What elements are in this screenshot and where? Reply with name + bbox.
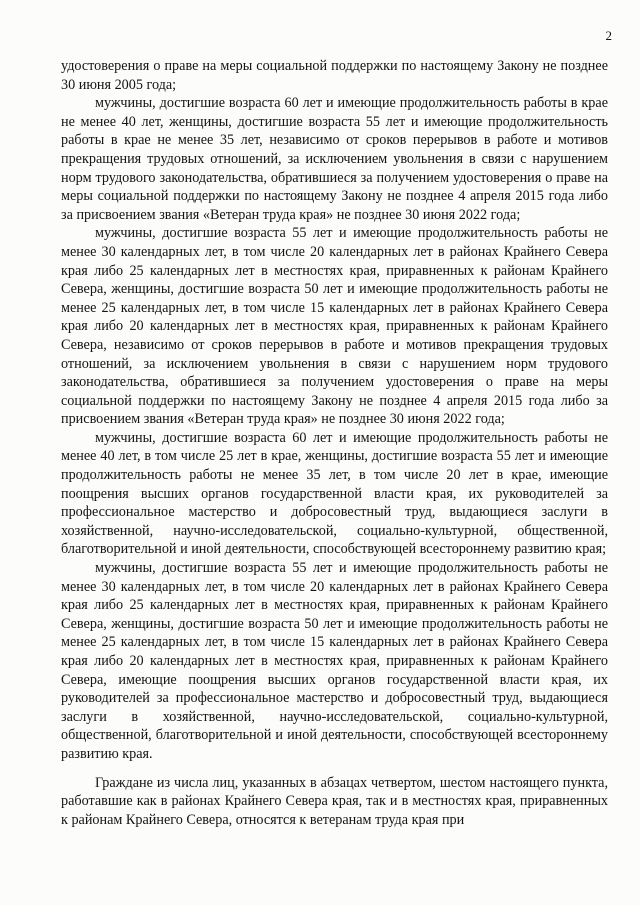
- paragraph-awards-men-55-women-50-north: мужчины, достигшие возраста 55 лет и имеющие продолжительность работы не менее 30 календарных лет, в том числе 20 календарных лет в районах Крайнего Севера края либо 25 календарных лет в местностях края, приравненных к районам Крайнего Севера, женщины, достигшие возраста 50 лет и имеющие продолжительность работы не менее 25 календарных лет, в том числе 15 календарных лет в районах Крайнего Севера края либо 20 календарных лет в местностях края, приравненных к районам Крайнего Севера, имеющие поощрения высших органов государственной власти края, их руководителей за профессиональное мастерство и добросовестный труд, выдающиеся заслуги в хозяйственной, научно-исследовательской, социально-культурной, общественной, благотворительной и иной деятельности, способствующей всестороннему развитию края.: [61, 560, 608, 762]
- paragraph-citizens-north-and-equated: Граждане из числа лиц, указанных в абзацах четвертом, шестом настоящего пункта, работавшие как в районах Крайнего Севера края, так и в местностях края, приравненных к районам Крайнего Севера, относятся к ветеранам труда края при: [61, 774, 608, 828]
- paragraph-awards-men-60-women-55: мужчины, достигшие возраста 60 лет и имеющие продолжительность работы не менее 40 лет, в том числе 25 лет в крае, женщины, достигшие возраста 55 лет и имеющие продолжительность работы не менее 35 лет, в том числе 20 лет в крае, имеющие поощрения высших органов государственной власти края, их руководителей за профессиональное мастерство и добросовестный труд, выдающиеся заслуги в хозяйственной, научно-исследовательской, социально-культурной, общественной, благотворительной и иной деятельности, способствующей всестороннему развитию края;: [61, 429, 608, 558]
- page-number: 2: [605, 28, 612, 43]
- paragraph-men-55-women-50-north: мужчины, достигшие возраста 55 лет и имеющие продолжительность работы не менее 30 календарных лет, в том числе 20 календарных лет в районах Крайнего Севера края либо 25 календарных лет в местностях края, приравненных к районам Крайнего Севера, женщины, достигшие возраста 50 лет и имеющие продолжительность работы не менее 25 календарных лет, в том числе 15 календарных лет в районах Крайнего Севера края либо 20 календарных лет в местностях края, приравненных к районам Крайнего Севера, независимо от сроков перерывов в работе и мотивов прекращения трудовых отношений, за исключением увольнения в связи с нарушением норм трудового законодательства, обратившиеся за получением удостоверения о праве на меры социальной поддержки по настоящему Закону не позднее 4 апреля 2015 года либо за присвоением звания «Ветеран труда края» не позднее 30 июня 2022 года;: [61, 225, 608, 428]
- paragraph-continuation: удостоверения о праве на меры социальной поддержки по настоящему Закону не позднее 30 июня 2005 года;: [61, 58, 608, 93]
- paragraph-men-60-women-55-krai: мужчины, достигшие возраста 60 лет и имеющие продолжительность работы в крае не менее 40 лет, женщины, достигшие возраста 55 лет и имеющие продолжительность работы в крае не менее 35 лет, независимо от сроков перерывов в работе и мотивов прекращения трудовых отношений, за исключением увольнения в связи с нарушением норм трудового законодательства, обратившиеся за получением удостоверения о праве на меры социальной поддержки по настоящему Закону не позднее 4 апреля 2015 года либо за присвоением звания «Ветеран труда края» не позднее 30 июня 2022 года;: [61, 95, 608, 223]
- document-body: [61, 57, 608, 829]
